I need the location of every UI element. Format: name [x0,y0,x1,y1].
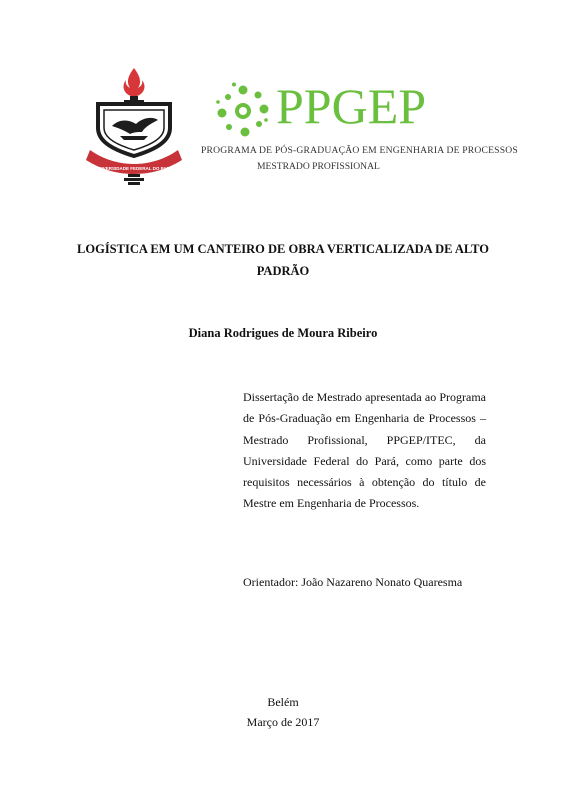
degree-level: MESTRADO PROFISSIONAL [257,161,380,172]
advisor-line: Orientador: João Nazareno Nonato Quaresma [243,575,463,589]
program-name: PROGRAMA DE PÓS-GRADUAÇÃO EM ENGENHARIA DE PROCESSOS [201,145,518,156]
date: Março de 2017 [246,715,320,729]
program-acronym: PPGEP [276,78,427,134]
document-title: LOGÍSTICA EM UM CANTEIRO DE OBRA VERTICALIZADA DE ALTO PADRÃO [77,242,489,278]
dissertation-statement: Dissertação de Mestrado apresentada ao Programa de Pós-Graduação em Engenharia de Processos – Mestrado Profissional, PPGEP/ITEC, da Universidade Federal do Pará, como parte dos requisitos necessários à obtenção do título de Mestre em Engenharia de Processos. [243,390,486,511]
city: Belém [267,695,299,709]
gear-dots-icon [214,82,272,140]
svg-text:UNIVERSIDADE FEDERAL DO PARÁ: UNIVERSIDADE FEDERAL DO PARÁ [94,166,174,171]
author-name: Diana Rodrigues de Moura Ribeiro [188,326,378,340]
university-crest-logo [84,66,184,186]
flame-icon [124,68,145,96]
